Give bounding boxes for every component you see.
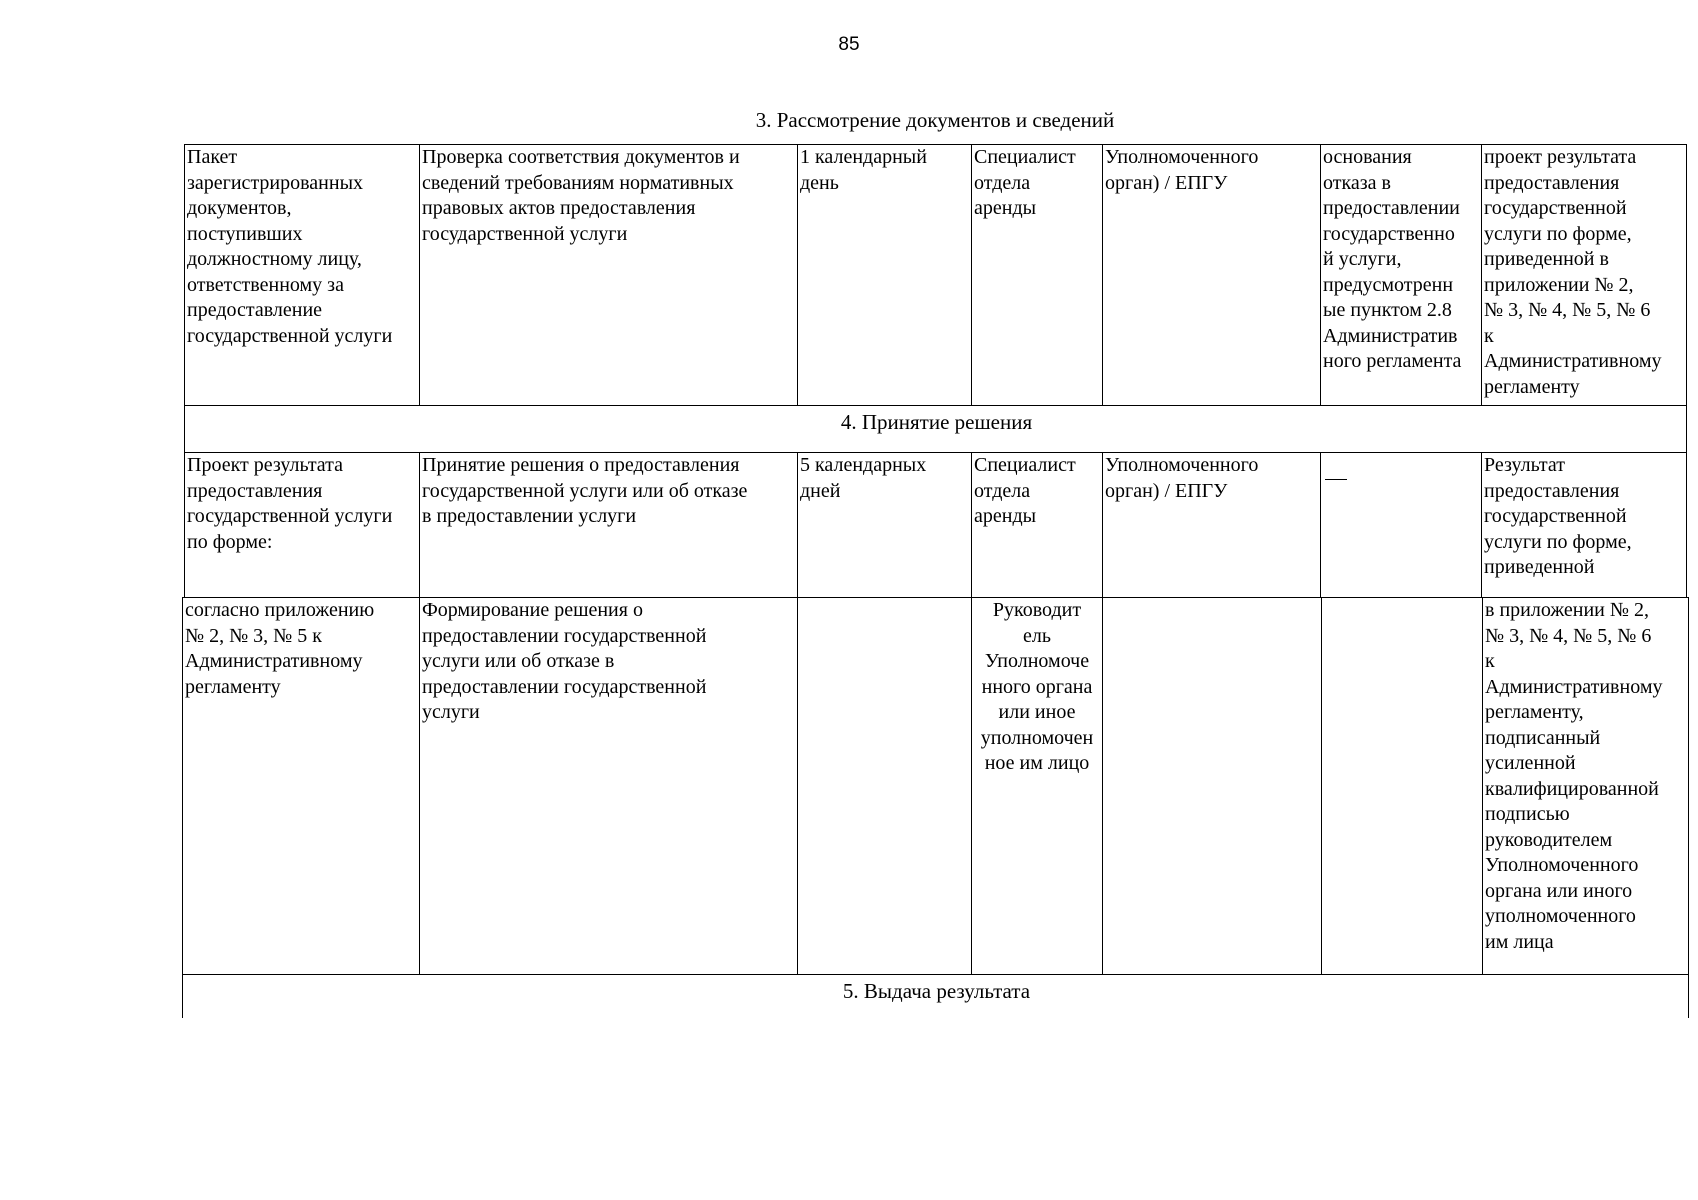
cell-place-of-action bbox=[1103, 598, 1322, 975]
cell-action-description: Принятие решения о предоставления государственной услуги или об отказе в предоставлении услуги bbox=[420, 453, 798, 598]
cell-input-documents: Пакет зарегистрированных документов, поступивших должностному лицу, ответственному за предоставление государственной услуги bbox=[185, 145, 420, 406]
cell-place-of-action: Уполномоченного орган) / ЕПГУ bbox=[1103, 453, 1321, 598]
cell-action-description: Проверка соответствия документов и сведений требованиям нормативных правовых актов предоставления государственной услуги bbox=[420, 145, 798, 406]
section-3-title: 3. Рассмотрение документов и сведений bbox=[755, 108, 1115, 132]
procedure-table-part-1 bbox=[184, 144, 1687, 598]
cell-result: проект результата предоставления государственной услуги по форме, приведенной в приложении № 2, № 3, № 4, № 5, № 6 к Административному регламенту bbox=[1482, 145, 1687, 406]
cell-duration: 5 календарных дней bbox=[798, 453, 972, 598]
section-5-title: 5. Выдача результата bbox=[183, 975, 1689, 1018]
section-4-title: 4. Принятие решения bbox=[185, 406, 1687, 453]
cell-action-description: Формирование решения о предоставлении государственной услуги или об отказе в предоставлении государственной услуги bbox=[420, 598, 798, 975]
dash-mark bbox=[1325, 479, 1347, 480]
cell-place-of-action: Уполномоченного орган) / ЕПГУ bbox=[1103, 145, 1321, 406]
cell-result: в приложении № 2, № 3, № 4, № 5, № 6 к Административному регламенту, подписанный усиленной квалифицированной подписью руководителем Уполномоченного органа или иного уполномоченного им лица bbox=[1483, 598, 1689, 975]
page-number: 85 bbox=[838, 34, 860, 55]
procedure-table-part-2 bbox=[182, 597, 1689, 1018]
cell-result: Результат предоставления государственной услуги по форме, приведенной bbox=[1482, 453, 1687, 598]
section-header-row bbox=[183, 975, 1689, 1018]
section-header-row bbox=[185, 406, 1687, 453]
table-row bbox=[185, 453, 1687, 598]
cell-decision-criteria bbox=[1321, 453, 1482, 598]
cell-responsible-person: Специалист отдела аренды bbox=[972, 453, 1103, 598]
table-row bbox=[185, 145, 1687, 406]
cell-responsible-person: Специалист отдела аренды bbox=[972, 145, 1103, 406]
cell-decision-criteria bbox=[1322, 598, 1483, 975]
cell-input-documents: согласно приложению № 2, № 3, № 5 к Административному регламенту bbox=[183, 598, 420, 975]
cell-duration: 1 календарный день bbox=[798, 145, 972, 406]
cell-decision-criteria: основания отказа в предоставлении государственно й услуги, предусмотренн ые пунктом 2.8 Административ ного регламента bbox=[1321, 145, 1482, 406]
cell-input-documents: Проект результата предоставления государственной услуги по форме: bbox=[185, 453, 420, 598]
cell-duration bbox=[798, 598, 972, 975]
cell-responsible-person: Руководит ель Уполномоче нного органа или иное уполномочен ное им лицо bbox=[972, 598, 1103, 975]
table-row bbox=[183, 598, 1689, 975]
